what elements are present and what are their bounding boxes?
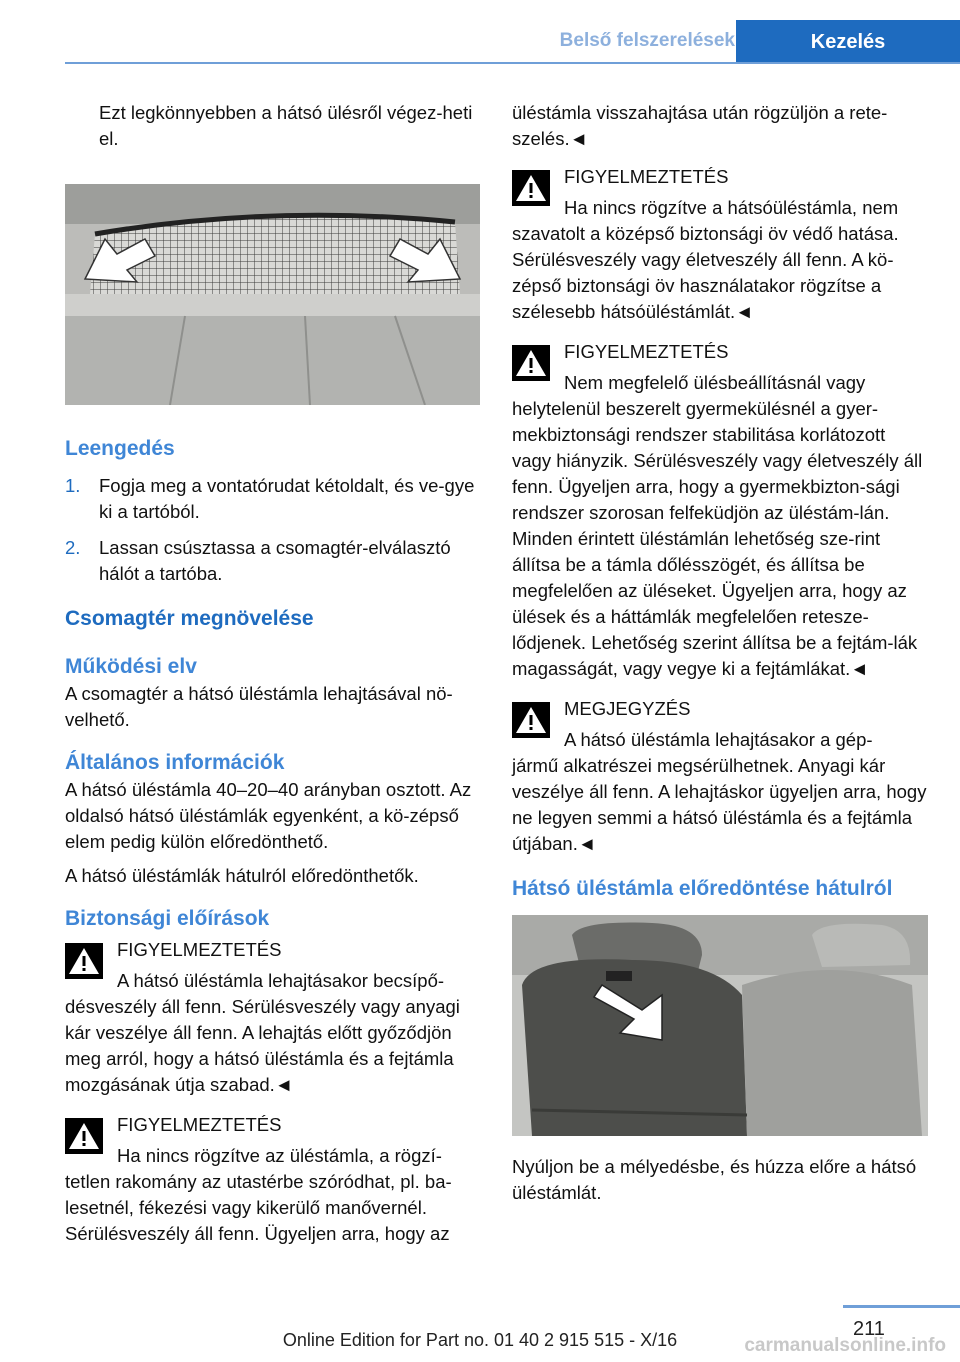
warning-block-4 [512, 339, 928, 682]
warning-3-body [512, 195, 928, 325]
altalanos-heading: Általános információk [65, 751, 285, 774]
note-body [512, 727, 928, 857]
steps-list [65, 473, 480, 587]
warning-triangle-icon [65, 1118, 103, 1154]
warning-triangle-icon [512, 702, 550, 738]
warning-2-first-line: Ha nincs rögzítve az üléstámla, a rögzí- [117, 1145, 442, 1166]
cargo-net-image [65, 184, 480, 405]
caption-text: Nyúljon be a mélyedésbe, és húzza előre a hátsó üléstámlát. [512, 1156, 917, 1203]
step-1 [65, 473, 480, 525]
warning-2-body [65, 1143, 480, 1247]
warning-4-rest: helytelenül beszerelt gyermekülésnél a gyer-mekbiztonsági rendszer stabilitása korlátozott vagy hiányzik. Sérülésveszély vagy életveszély áll fenn. Ügyeljen arra, hogy a gyermekbizton-sági rendszer szorosan felfeküdjön az üléstám-lán. Minden érintett üléstámlán lehetőség sze-rint állítsa be a támla dőlésszögét, és állítsa be megfelelően az üléseket. Ügyeljen arra, hogy az ülések és a háttámlák megfelelően retesze-lődjenek. Lehetőség szerint állítsa be a fejtám-lák magasságát, vagy vegye ki a fejtámlákat.◄ [512, 398, 923, 679]
intro-text: Ezt legkönnyebben a hátsó ülésről végez-heti el. [99, 102, 473, 149]
page-number-rule [843, 1305, 960, 1308]
altalanos-text-1: A hátsó üléstámla 40–20–40 arányban osztott. Az oldalsó hátsó üléstámlák egyenként, a kö-zépső elem pedig külön előredönthető. [65, 779, 472, 852]
cargo-net-illustration [65, 184, 480, 405]
altalanos-text-2: A hátsó üléstámlák hátulról előredönthetők. [65, 865, 419, 886]
warning-3-first-line: Ha nincs rögzítve a hátsóüléstámla, nem [564, 197, 899, 218]
mukodesi-elv-text: A csomagtér a hátsó üléstámla lehajtásával nö-velhető. [65, 683, 453, 730]
warning-triangle-icon [65, 943, 103, 979]
warning-1-rest: désveszély áll fenn. Sérülésveszély vagy anyagi kár veszélye áll fenn. A lehajtás előtt győződjön meg arról, hogy a hátsó üléstámla és a fejtámla mozgásának útja szabad.◄ [65, 996, 460, 1095]
note-rest: jármű alkatrészei megsérülhetnek. Anyagi kár veszélye áll fenn. A lehajtáskor ügyeljen arra, hogy ne legyen semmi a hátsó üléstámla és a fejtámla útjában.◄ [512, 755, 927, 854]
warning-triangle-icon [512, 345, 550, 381]
step-1-number: 1. [65, 475, 81, 496]
warning-2-rest: tetlen rakomány az utastérbe szóródhat, pl. ba-lesetnél, fékezési vagy kikerülő manővernél. Sérülésveszély áll fenn. Ügyeljen arra, hogy az [65, 1171, 452, 1244]
watermark: carmanualsonline.info [744, 1335, 946, 1356]
leengedes-heading: Leengedés [65, 437, 175, 460]
warning-4-first-line: Nem megfelelő ülésbeállításnál vagy [564, 372, 866, 393]
warning-1-heading: FIGYELMEZTETÉS [117, 939, 282, 960]
section-heading: Csomagtér megnövelése [65, 607, 314, 630]
warning-block-3 [512, 164, 928, 325]
warning-triangle-icon [512, 170, 550, 206]
step-1-text: Fogja meg a vontatórudat kétoldalt, és ve-gye ki a tartóból. [99, 475, 475, 522]
hatulrol-heading: Hátsó üléstámla előredöntése hátulról [512, 877, 893, 900]
step-2-text: Lassan csúsztassa a csomagtér-elválasztó hálót a tartóba. [99, 537, 451, 584]
note-block [512, 696, 928, 857]
tab-active[interactable]: Kezelés [736, 20, 960, 64]
warning-1-first-line: A hátsó üléstámla lehajtásakor becsípő- [117, 970, 445, 991]
rear-seat-illustration [512, 915, 928, 1136]
page-number: 211 [853, 1318, 885, 1340]
tab-section[interactable]: Belső felszerelések [559, 30, 735, 51]
header-rule [65, 62, 960, 64]
edition-text: Online Edition for Part no. 01 40 2 915 515 - X/16 [282, 1330, 678, 1350]
note-first-line: A hátsó üléstámla lehajtásakor a gép- [564, 729, 873, 750]
note-heading: MEGJEGYZÉS [564, 698, 691, 719]
step-2-number: 2. [65, 537, 81, 558]
rear-seat-image [512, 915, 928, 1136]
continued-text: üléstámla visszahajtása után rögzüljön a rete-szelés.◄ [512, 102, 888, 149]
warning-block-1 [65, 937, 480, 1098]
mukodesi-elv-heading: Működési elv [65, 655, 197, 678]
warning-4-body [512, 370, 928, 682]
warning-4-heading: FIGYELMEZTETÉS [564, 341, 729, 362]
warning-2-heading: FIGYELMEZTETÉS [117, 1114, 282, 1135]
warning-3-rest: szavatolt a középső biztonsági öv védő hatása. Sérülésveszély vagy életveszély áll fenn. A kö-zépső biztonsági öv használatakor rögzítse a szélesebb hátsóüléstámlát.◄ [512, 223, 899, 322]
step-2 [65, 535, 480, 587]
left-column [65, 100, 480, 1247]
warning-1-body [65, 968, 480, 1098]
header-tabbar [65, 20, 960, 64]
warning-block-2 [65, 1112, 480, 1247]
right-column [512, 100, 928, 1206]
biztonsagi-heading: Biztonsági előírások [65, 907, 270, 930]
warning-3-heading: FIGYELMEZTETÉS [564, 166, 729, 187]
